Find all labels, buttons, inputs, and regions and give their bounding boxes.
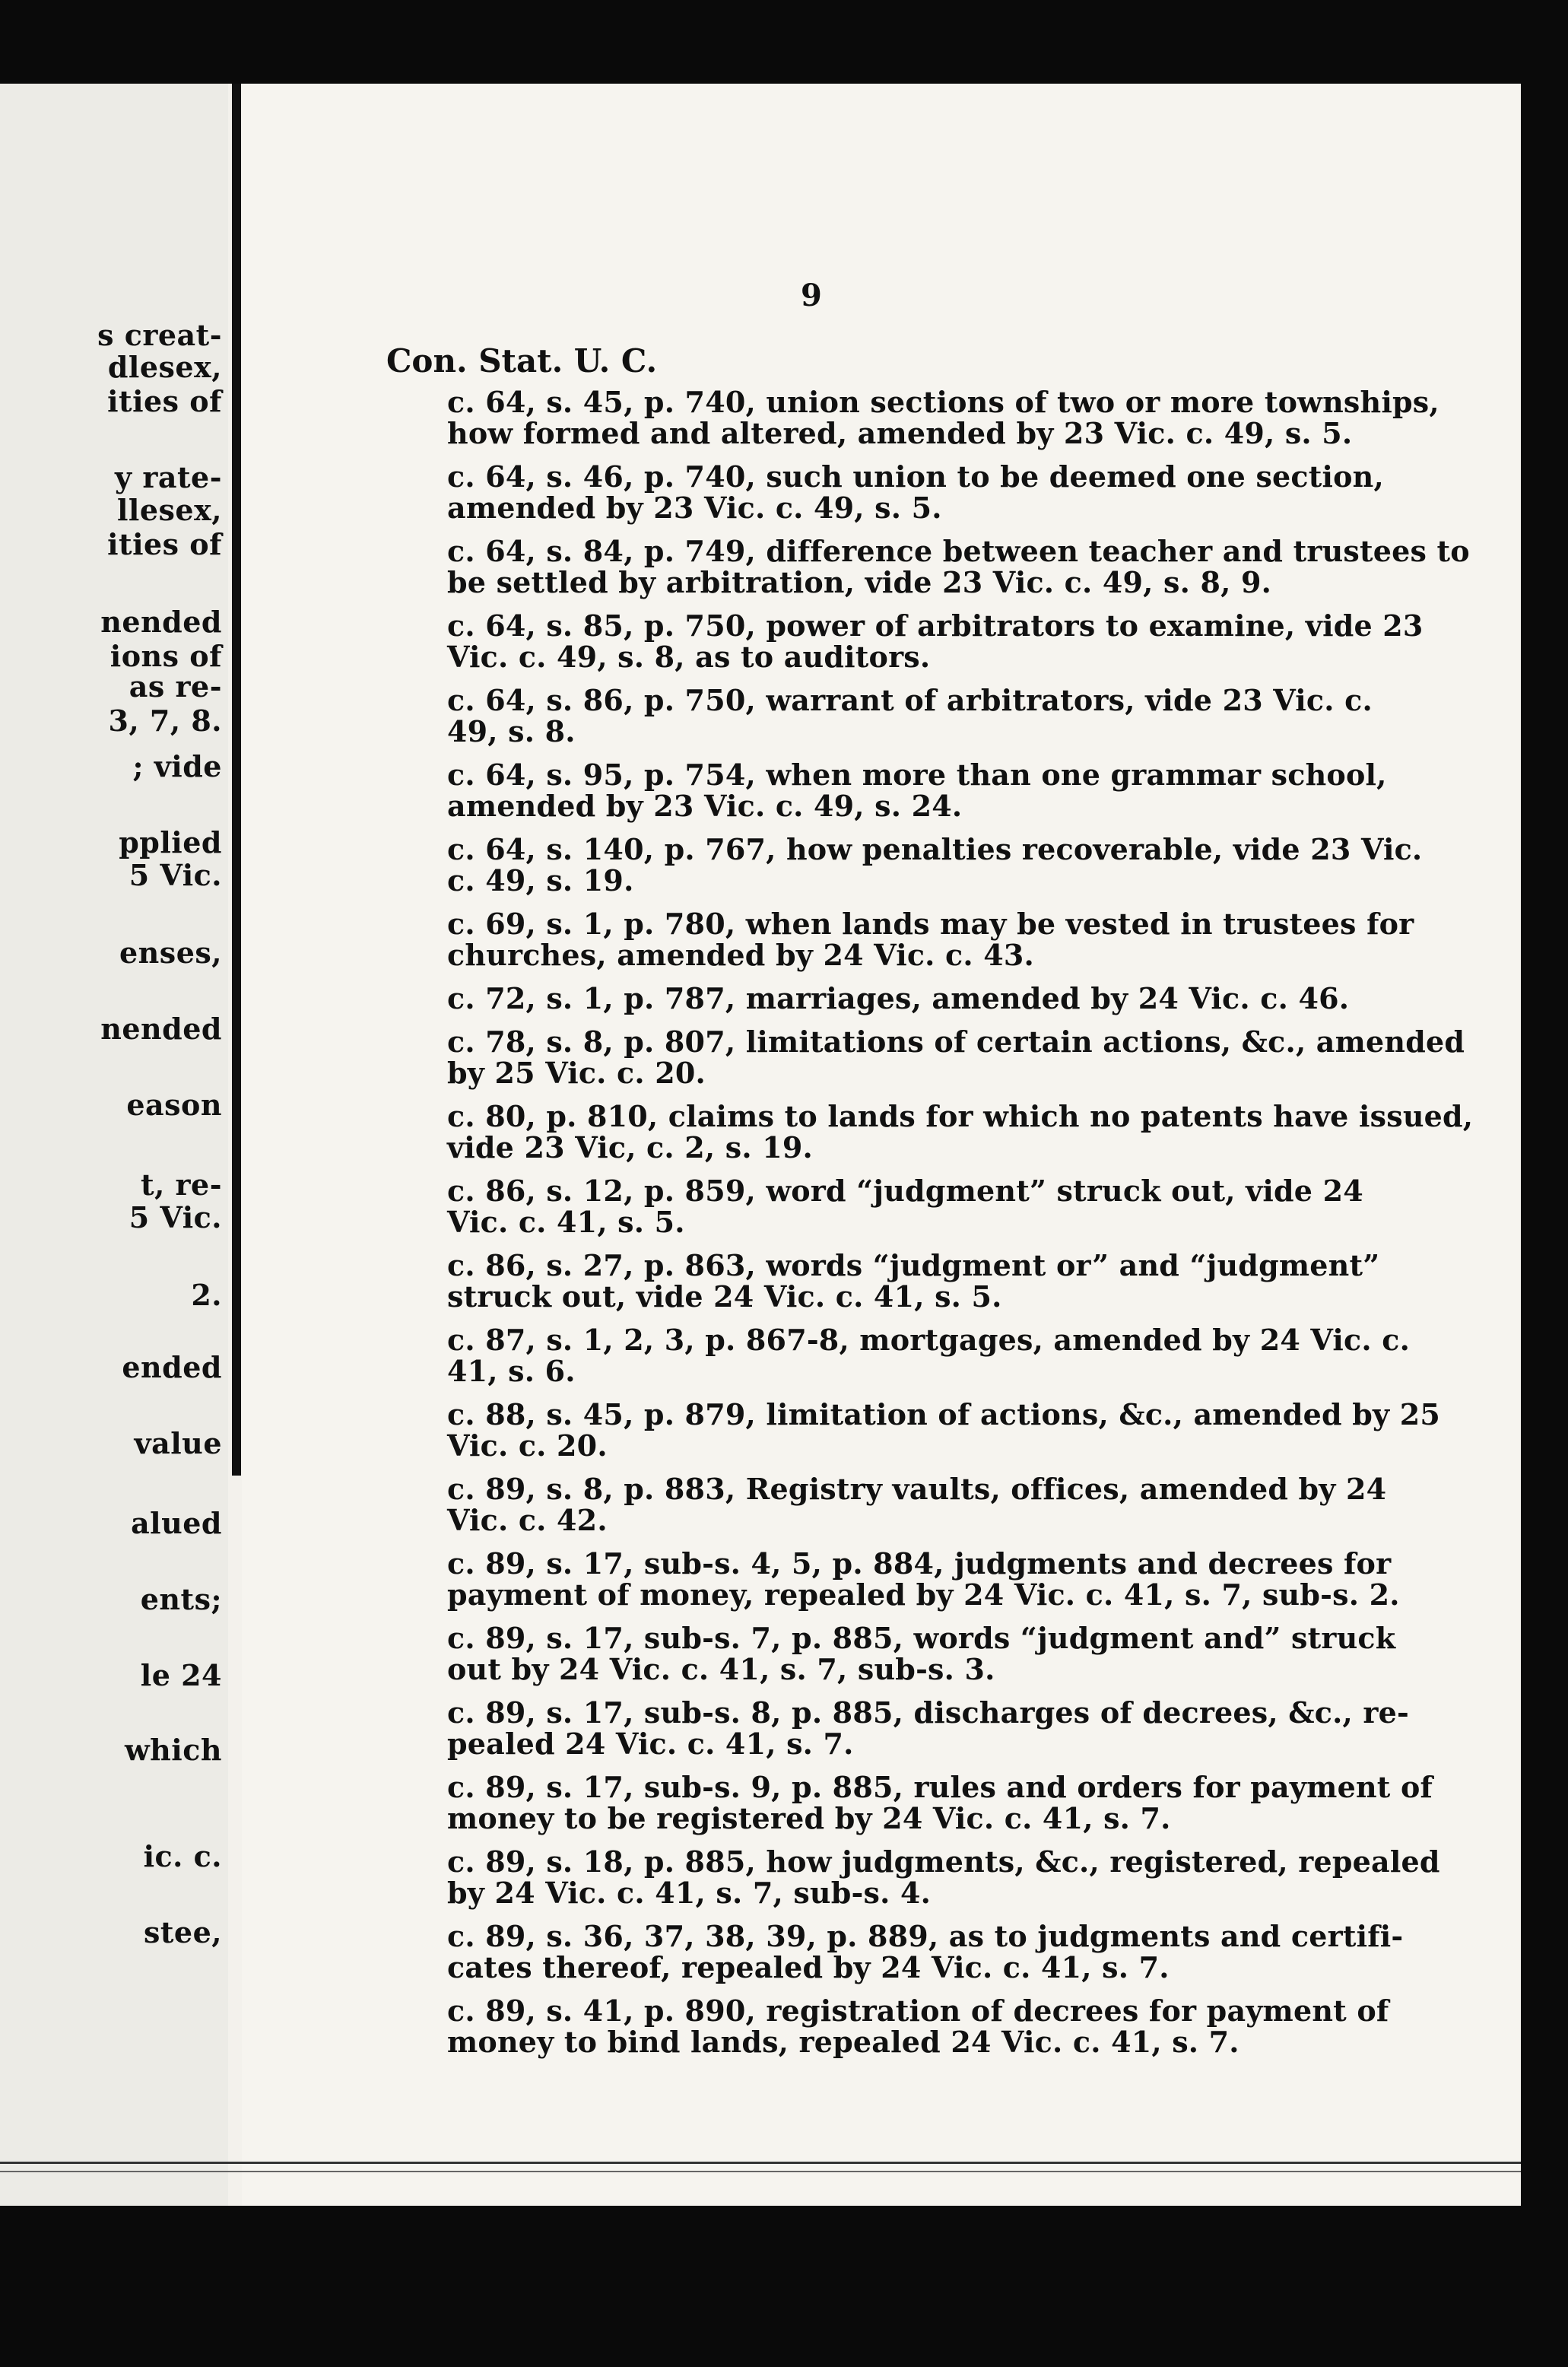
left-page-fragment [0, 84, 228, 2206]
entry-line: c. 89, s. 17, sub-s. 4, 5, p. 884, judgments and decrees for [447, 1546, 1392, 1581]
statute-entry [447, 1323, 1411, 1388]
statute-entry [447, 1472, 1387, 1537]
statute-entry [447, 1994, 1389, 2059]
entry-line: c. 64, s. 84, p. 749, difference between teacher and trustees to [447, 534, 1470, 568]
entry-line: c. 89, s. 41, p. 890, registration of decrees for payment of [447, 1994, 1389, 2028]
left-fragment-line: eason [126, 1088, 222, 1122]
entry-line: c. 86, s. 27, p. 863, words “judgment or” and “judgment” [447, 1248, 1380, 1282]
left-fragment-line: value [134, 1426, 222, 1460]
entry-line: Vic. c. 42. [447, 1503, 608, 1537]
left-fragment-line: which [124, 1733, 222, 1767]
left-fragment-line: pplied [119, 825, 222, 859]
statute-entry [447, 1919, 1404, 1984]
section-header: Con. Stat. U. C. [386, 342, 658, 380]
statute-entry [447, 1621, 1396, 1686]
statute-entry [447, 1844, 1440, 1910]
left-fragment-line: 2. [191, 1278, 222, 1312]
scanned-page [0, 84, 1521, 2206]
statute-entry [447, 459, 1384, 525]
main-page [242, 84, 1521, 2206]
entry-line: c. 64, s. 140, p. 767, how penalties recoverable, vide 23 Vic. [447, 832, 1423, 866]
left-fragment-line: ions of [110, 639, 222, 673]
entry-line: c. 86, s. 12, p. 859, word “judgment” struck out, vide 24 [447, 1174, 1363, 1208]
statute-entry [447, 1099, 1474, 1164]
entry-line: c. 89, s. 36, 37, 38, 39, p. 889, as to judgments and certifi- [447, 1919, 1404, 1953]
statute-entry [447, 1248, 1380, 1314]
entry-line: c. 89, s. 8, p. 883, Registry vaults, offices, amended by 24 [447, 1472, 1387, 1506]
entry-line: money to be registered by 24 Vic. c. 41, s. 7. [447, 1801, 1171, 1835]
statute-entry [447, 1546, 1400, 1612]
page-number: 9 [801, 278, 822, 313]
left-fragment-line: ents; [140, 1582, 222, 1616]
gutter-line [232, 84, 241, 1476]
left-fragment-line: le 24 [140, 1658, 222, 1692]
entry-line: c. 89, s. 17, sub-s. 7, p. 885, words “judgment and” struck [447, 1621, 1396, 1655]
left-fragment-line: ended [122, 1350, 222, 1384]
statute-entry [447, 1174, 1363, 1239]
statute-entry [447, 534, 1470, 599]
left-fragment-line: 3, 7, 8. [108, 704, 222, 738]
entry-line: Vic. c. 41, s. 5. [447, 1205, 685, 1239]
left-fragment-line: 5 Vic. [129, 1200, 222, 1234]
entry-line: c. 49, s. 19. [447, 863, 634, 898]
bottom-rule-secondary [0, 2171, 1521, 2172]
statute-entry [447, 1695, 1409, 1761]
left-fragment-line: enses, [119, 936, 222, 970]
entry-line: out by 24 Vic. c. 41, s. 7, sub-s. 3. [447, 1652, 995, 1686]
entry-line: c. 89, s. 18, p. 885, how judgments, &c., registered, repealed [447, 1844, 1440, 1879]
entry-line: payment of money, repealed by 24 Vic. c. 41, s. 7, sub-s. 2. [447, 1577, 1400, 1612]
entry-line: money to bind lands, repealed 24 Vic. c. 41, s. 7. [447, 2025, 1239, 2059]
left-fragment-line: y rate- [115, 460, 222, 494]
entry-line: c. 78, s. 8, p. 807, limitations of certain actions, &c., amended [447, 1025, 1465, 1059]
entry-line: by 24 Vic. c. 41, s. 7, sub-s. 4. [447, 1876, 932, 1910]
left-fragment-line: ities of [107, 384, 222, 418]
left-fragment-line: ; vide [132, 749, 222, 783]
entry-line: c. 64, s. 86, p. 750, warrant of arbitrators, vide 23 Vic. c. [447, 683, 1373, 717]
left-fragment-line: s creat- [97, 318, 222, 352]
entry-line: amended by 23 Vic. c. 49, s. 24. [447, 789, 963, 823]
entry-line: c. 87, s. 1, 2, 3, p. 867-8, mortgages, amended by 24 Vic. c. [447, 1323, 1411, 1357]
entry-line: c. 64, s. 85, p. 750, power of arbitrators to examine, vide 23 [447, 608, 1424, 643]
entry-line: c. 69, s. 1, p. 780, when lands may be vested in trustees for [447, 907, 1414, 941]
left-fragment-line: nended [100, 1012, 222, 1046]
entry-line: 49, s. 8. [447, 714, 576, 748]
entry-line: pealed 24 Vic. c. 41, s. 7. [447, 1727, 854, 1761]
left-fragment-line: ities of [107, 527, 222, 561]
left-fragment-line: alued [131, 1506, 222, 1540]
statute-entry [447, 683, 1373, 748]
left-fragment-line: t, re- [141, 1168, 222, 1202]
entry-line: vide 23 Vic, c. 2, s. 19. [447, 1130, 813, 1164]
statute-entry [447, 1025, 1465, 1090]
statute-entry [447, 981, 1350, 1015]
entry-line: churches, amended by 24 Vic. c. 43. [447, 938, 1034, 972]
entry-line: c. 64, s. 46, p. 740, such union to be deemed one section, [447, 459, 1384, 494]
statute-entry [447, 1770, 1433, 1835]
entry-line: struck out, vide 24 Vic. c. 41, s. 5. [447, 1279, 1002, 1314]
statute-entry [447, 385, 1439, 450]
entry-line: Vic. c. 49, s. 8, as to auditors. [447, 640, 931, 674]
entry-line: 41, s. 6. [447, 1354, 576, 1388]
left-fragment-line: nended [100, 605, 222, 639]
statute-entries [447, 385, 1474, 2070]
entry-line: c. 64, s. 95, p. 754, when more than one grammar school, [447, 758, 1387, 792]
left-fragment-line: stee, [143, 1915, 222, 1949]
left-fragment-line: llesex, [116, 493, 222, 527]
left-fragment-line: 5 Vic. [129, 858, 222, 892]
statute-entry [447, 907, 1414, 972]
statute-entry [447, 608, 1424, 674]
left-fragment-line: as re- [129, 669, 222, 704]
entry-line: c. 80, p. 810, claims to lands for which no patents have issued, [447, 1099, 1474, 1133]
entry-line: c. 89, s. 17, sub-s. 8, p. 885, discharges of decrees, &c., re- [447, 1695, 1409, 1730]
entry-line: how formed and altered, amended by 23 Vic. c. 49, s. 5. [447, 416, 1353, 450]
left-fragment-line: dlesex, [107, 350, 222, 384]
entry-line: amended by 23 Vic. c. 49, s. 5. [447, 491, 942, 525]
entry-line: c. 64, s. 45, p. 740, union sections of two or more townships, [447, 385, 1439, 419]
entry-line: cates thereof, repealed by 24 Vic. c. 41, s. 7. [447, 1950, 1170, 1984]
left-fragment-line: ic. c. [143, 1839, 222, 1873]
entry-line: Vic. c. 20. [447, 1428, 608, 1463]
entry-line: c. 72, s. 1, p. 787, marriages, amended by 24 Vic. c. 46. [447, 981, 1350, 1015]
statute-entry [447, 758, 1387, 823]
entry-line: c. 88, s. 45, p. 879, limitation of actions, &c., amended by 25 [447, 1397, 1440, 1431]
entry-line: c. 89, s. 17, sub-s. 9, p. 885, rules and orders for payment of [447, 1770, 1433, 1804]
entry-line: be settled by arbitration, vide 23 Vic. c. 49, s. 8, 9. [447, 565, 1272, 599]
statute-entry [447, 832, 1423, 898]
bottom-rule [0, 2162, 1521, 2164]
scan-border [1521, 84, 1568, 2206]
entry-line: by 25 Vic. c. 20. [447, 1056, 706, 1090]
statute-entry [447, 1397, 1440, 1463]
